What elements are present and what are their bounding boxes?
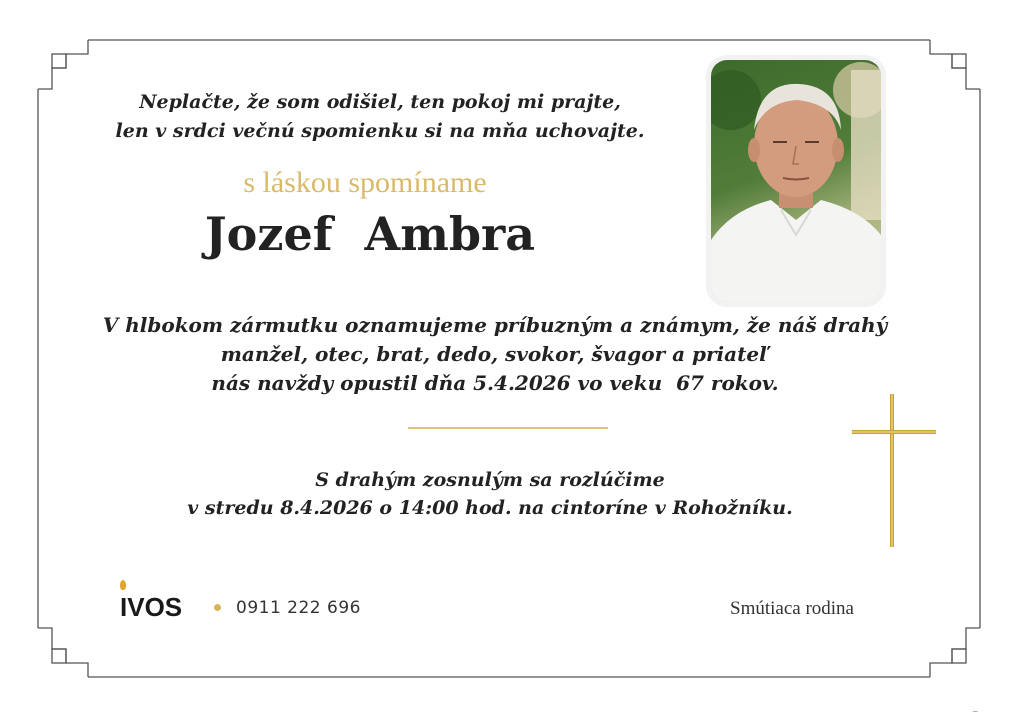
portrait-photo xyxy=(711,60,881,302)
cross-icon-vertical xyxy=(890,394,894,547)
family-signature: Smútiaca rodina xyxy=(730,598,854,619)
gold-divider xyxy=(408,427,608,429)
poem-line-2: len v srdci večnú spomienku si na mňa uchovajte. xyxy=(115,120,645,142)
portrait-photo-icon xyxy=(711,60,881,302)
funeral-details xyxy=(150,466,830,522)
announcement-line-2: manžel, otec, brat, dedo, svokor, švagor a priateľ xyxy=(220,342,770,366)
cross-icon-horizontal xyxy=(852,430,936,434)
phone-number: 0911 222 696 xyxy=(236,598,361,618)
ceremony-line-2: v stredu 8.4.2026 o 14:00 hod. na cintoríne v Rohožníku. xyxy=(187,497,793,519)
poem-line-1: Neplačte, že som odišiel, ten pokoj mi prajte, xyxy=(139,91,621,113)
ceremony-line-1: S drahým zosnulým sa rozlúčime xyxy=(315,469,665,491)
decorative-mark: ~ xyxy=(972,707,979,716)
memorial-poem xyxy=(100,88,660,146)
announcement-line-1: V hlbokom zármutku oznamujeme príbuzným a známym, že náš drahý xyxy=(102,313,888,337)
flame-icon xyxy=(120,580,126,590)
announcement-line-3: nás navždy opustil dňa 5.4.2026 vo veku 67 rokov. xyxy=(211,371,779,395)
ivos-logo: IVOS xyxy=(120,592,183,622)
bullet-dot-icon xyxy=(214,604,221,611)
deceased-name: Jozef Ambra xyxy=(204,207,536,261)
death-announcement xyxy=(100,311,890,398)
subtitle: s láskou spomíname xyxy=(243,166,487,199)
